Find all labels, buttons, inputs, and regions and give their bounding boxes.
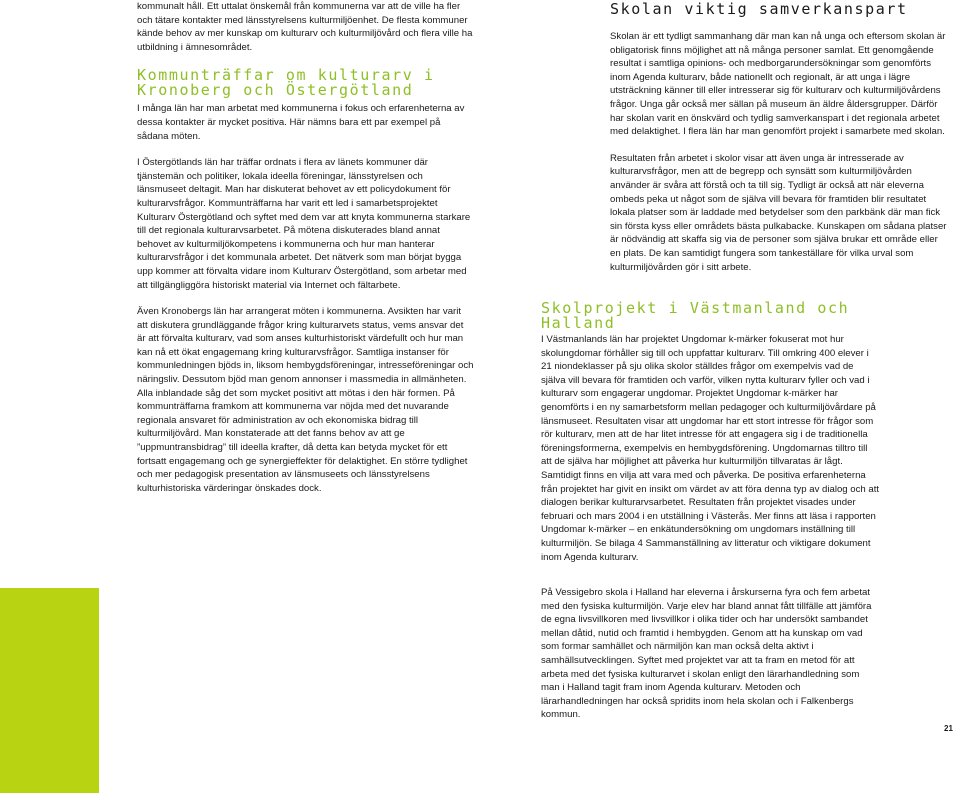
paragraph-kronoberg: Även Kronobergs län har arrangerat möten i kommunerna. Avsikten har varit att diskutera grundläggande frågor kring kulturarvets status, vems ansvar det är att förvalta kulturarv, vad som anses kulturhistoriskt värdefullt och hur man kan nå ett ökat engagemang kring kulturarvsfrågor. Samtliga instanser för kommunledningen bjöds in, liksom hembygdsföreningar, intresseföreningar och näringsliv. Dessutom bjöd man genom annonser i massmedia in allmänheten. Alla inblandade såg det som mycket positivt att mötas i den här formen. På kommunträffarna framkom att kommunerna var nöjda med det nuvarande regionala ansvaret för administration av och ekonomiska bidrag till kulturmiljövård. Man konstaterade att det fanns behov av att ge ”uppmuntransbidrag” till ideella krafter, då detta kan betyda mycket för ett fortsatt engagemang och ge synergieffekter för delaktighet. En större tydlighet och mer pedagogisk presentation av länsmuseets och länsstyrelsens kulturhistoriska värderingar önskades dock. — [137, 306, 474, 494]
paragraph-halland: På Vessigebro skola i Halland har eleverna i årskurserna fyra och fem arbetat med den fysiska kulturmiljön. Varje elev har bland annat fått tillfälle att jämföra de egna livsvillkoren med livsvillkor i olika tider och har undersökt sambandet mellan dåtid, nutid och framtid i hembygden. Genom att ha kunskap om vad som formar samhället och närmiljön kan man också delta aktivt i samhällsutvecklingen. Syftet med projektet var att ta fram en metod för att arbeta med det fysiska kulturarvet i skolan enligt den lärarhandledning som man i Halland tagit fram inom Agenda kulturarv. Metoden och lärarhandledningen har också spridits inom hela skolan och i Falkenbergs kommun. — [541, 587, 872, 721]
lead-paragraph: I många län har man arbetat med kommunerna i fokus och erfarenheterna av dessa kontakter är mycket positiva. Här nämns bara ett par exempel på sådana möten. — [137, 103, 465, 142]
intro-paragraph: kommunalt håll. Ett uttalat önskemål från kommunerna var att de ville ha fler och tätare kontakter med länsstyrelsens kulturmiljöenhet. De flesta kommuner kände behov av mer kunskap om kulturarv och kulturmiljövård och flera ville ha utbildning i ämnesområdet. — [137, 1, 473, 53]
page-number: 21 — [944, 724, 953, 733]
left-column — [137, 0, 474, 495]
heading-kommuntraffar: Kommunträffar om kulturarv i Kronoberg och Östergötland — [137, 66, 435, 100]
right-column-bottom — [541, 586, 880, 722]
paragraph-school-2: Resultaten från arbetet i skolor visar att även unga är intresserade av kulturarvsfrågor, men att de begrepp och synsätt som kulturmiljövården använder är svåra att förstå och ta till sig. Tydligt är också att när eleverna ombeds peka ut något som de själva vill bevara för framtiden blir resultatet lokala platser som är laddade med betydelser som den parkbänk där man fick sin första kyss eller områdets bästa pulkabacke. Kunskapen om sådana platser är nödvändig att skaffa sig via de personer som själva brukar ett område eller en plats. De kan samtidigt fungera som tankeställare för vilka urval som kulturmiljövården gör i sitt arbete. — [610, 152, 947, 273]
heading-skolprojekt: Skolprojekt i Västmanland och Halland — [541, 299, 850, 332]
heading-skolan: Skolan viktig samverkanspart — [610, 0, 908, 18]
paragraph-ostergotland: I Östergötlands län har träffar ordnats i flera av länets kommuner där tjänstemän och politiker, lokala ideella föreningar, länsstyrelsen och länsmuseet deltagit. Man har diskuterat behovet av ett policydokument för kulturarvsfrågor. Kommunträffarna har varit ett led i samarbetsprojektet Kulturarv Östergötland och syftet med dem var att knyta kommunerna starkare till det regionala kulturarvsarbetet. På mötena diskuterades bland annat behovet av kulturmiljökompetens i kommunerna och hur man hanterar kulturarvsfrågor i det kommunala arbetet. Det nätverk som man börjat bygga upp kommer att förvalta vidare inom Kulturarv Östergötland, som arbetar med att tillgängliggöra historiskt material via Internet och fältarbete. — [137, 157, 471, 291]
paragraph-school-1: Skolan är ett tydligt sammanhang där man kan nå unga och eftersom skolan är obligatorisk finns möjlighet att nå många personer samlat. Ett genomgående resultat i samtliga opinions- och medborgarundersökningar som genomförts inom Agenda kulturarv, både nationellt och regionalt, är att unga i lägre utsträckning känner till eller intresserar sig för kulturarv och kulturmiljövårdens frågor. Unga går också mer sällan på museum än äldre åldersgrupper. Därför har skolan varit en önskvärd och tydlig samverkanspart i det regionala arbetet med delaktighet. I flera län har man genomfört projekt i samarbete med skolan. — [610, 31, 946, 138]
decorative-green-bar — [0, 588, 99, 793]
right-column-middle — [541, 298, 880, 564]
right-column-top — [610, 0, 948, 274]
paragraph-vastmanland: I Västmanlands län har projektet Ungdomar k-märker fokuserat mot hur skolungdomar förhåller sig till och uppfattar kulturarv. Till omkring 400 elever i 21 niondeklasser på sju olika skolor ställdes frågor om exempelvis vad de själva vill bevara för framtiden och varför, vilken nytta kulturarv fyller och vad i kulturarv som engagerar ungdomar. Projektet Ungdomar k-märker har genomförts i en ny samarbetsform mellan pedagoger och kulturmiljövårdare på länsmuseet. Resultaten visar att ungdomar har ett stort intresse för frågor som rör kulturarv, men att de har litet intresse för att engagera sig i de traditionella föreningsformerna, exempelvis en hembygdsförening. Ungdomarnas tilltro till att de själva har möjlighet att påverka hur kulturmiljön tillvaratas är lågt. Samtidigt finns en vilja att vara med och påverka. De positiva erfarenheterna från projektet har givit en insikt om värdet av att föra denna typ av dialog och att dialogen berikar kulturarvsarbetet. Resultaten från projektet visades under februari och mars 2004 i en utställning i Västerås. Mer finns att läsa i rapporten Ungdomar k-märker – en enkätundersökning om ungdomars inställning till kulturmiljön. Se bilaga 4 Sammanställning av litteratur och viktigare dokument inom Agenda kulturarv. — [541, 334, 880, 563]
